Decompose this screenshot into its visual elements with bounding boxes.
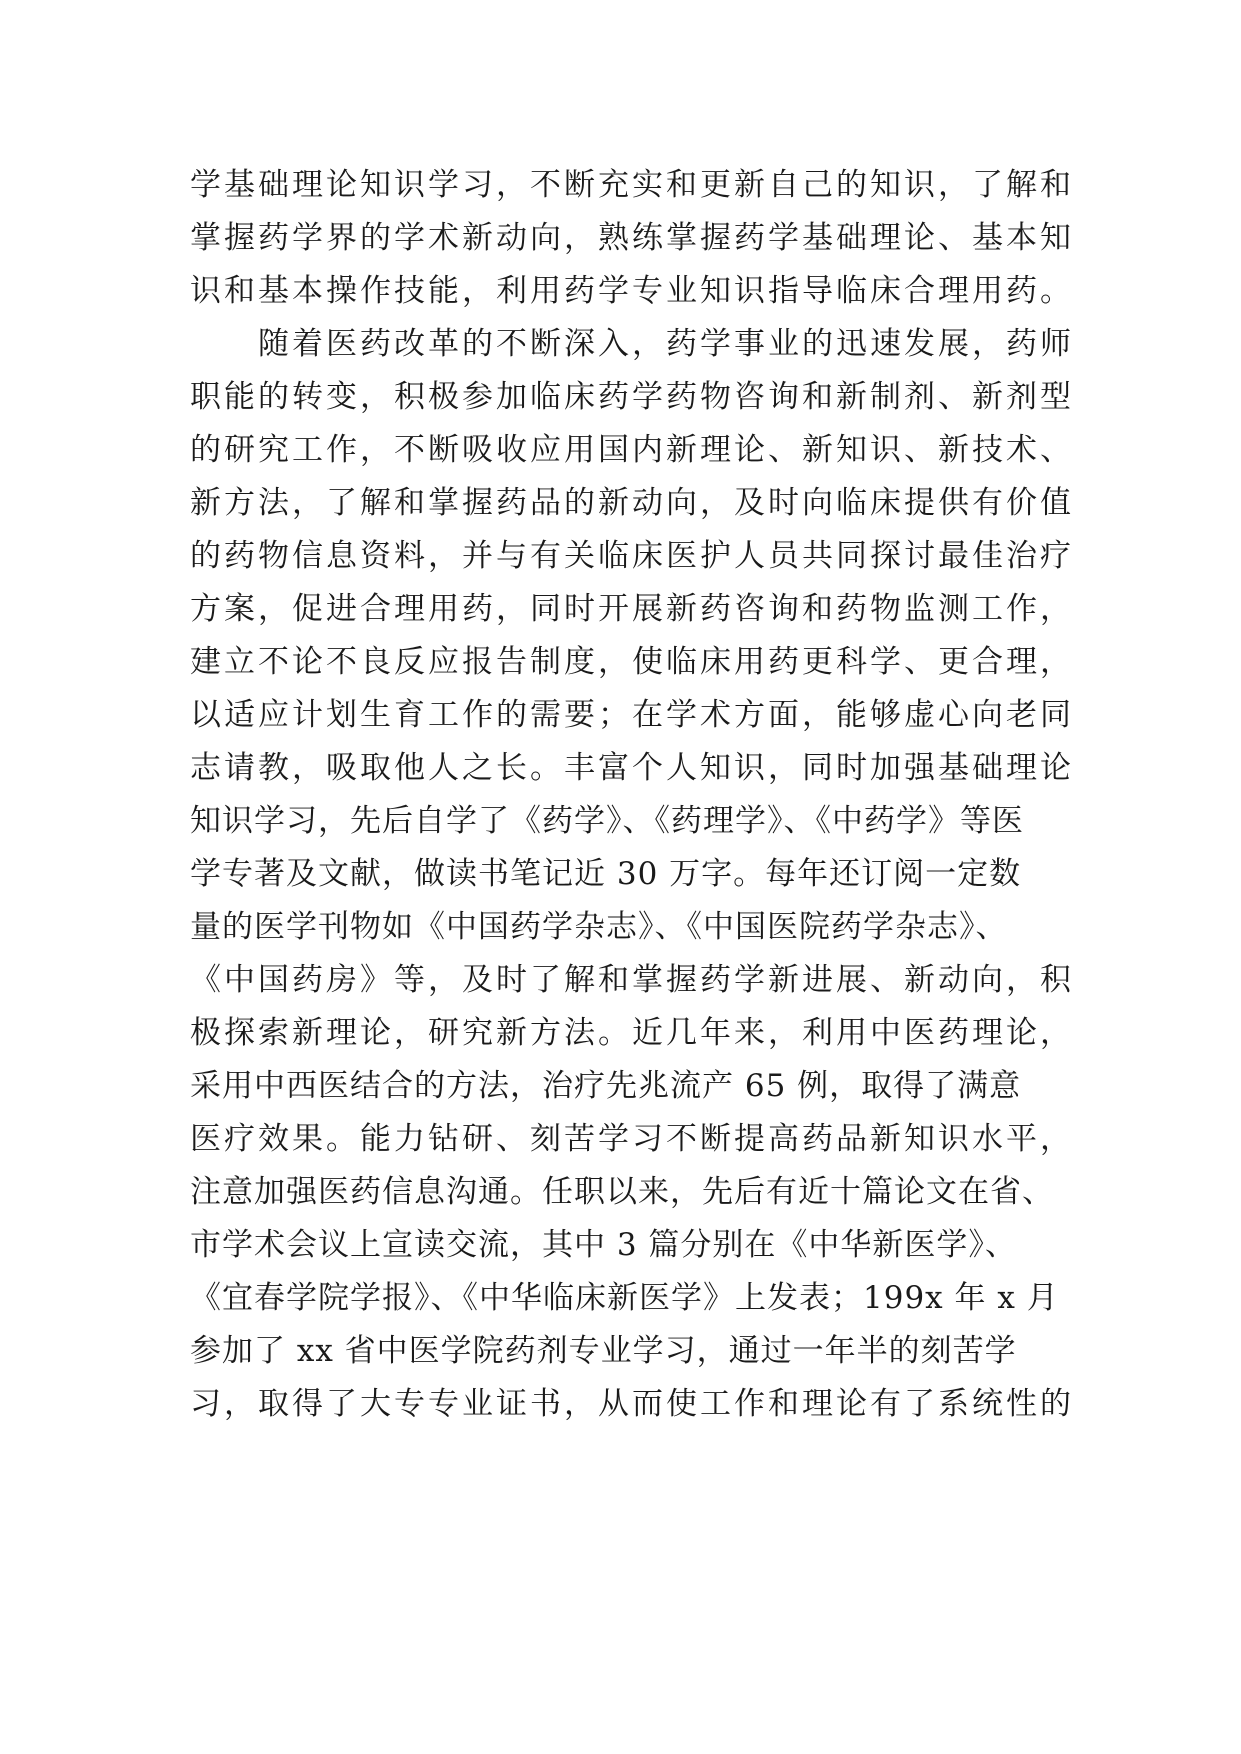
text-line: 注意加强医药信息沟通。任职以来，先后有近十篇论文在省、 — [190, 1174, 1054, 1210]
text-line: 的研究工作，不断吸收应用国内新理论、新知识、新技术、 — [190, 432, 1074, 468]
text-line: 以适应计划生育工作的需要；在学术方面，能够虚心向老同 — [190, 697, 1074, 733]
text-line: 志请教，吸取他人之长。丰富个人知识，同时加强基础理论 — [190, 750, 1074, 786]
body-text — [190, 159, 1074, 1431]
text-line: 《中国药房》等，及时了解和掌握药学新进展、新动向，积 — [190, 962, 1074, 998]
text-line: 掌握药学界的学术新动向，熟练掌握药学基础理论、基本知 — [190, 220, 1074, 256]
text-line: 的药物信息资料，并与有关临床医护人员共同探讨最佳治疗 — [190, 538, 1074, 574]
text-line: 习，取得了大专专业证书，从而使工作和理论有了系统性的 — [190, 1386, 1074, 1422]
text-line: 《宜春学院学报》、《中华临床新医学》上发表；199x 年 x 月 — [190, 1280, 1059, 1316]
text-line: 采用中西医结合的方法，治疗先兆流产 65 例，取得了满意 — [190, 1068, 1022, 1104]
text-line: 建立不论不良反应报告制度，使临床用药更科学、更合理， — [190, 644, 1074, 680]
text-line: 市学术会议上宣读交流，其中 3 篇分别在《中华新医学》、 — [190, 1227, 1017, 1263]
text-line: 量的医学刊物如《中国药学杂志》、《中国医院药学杂志》、 — [190, 909, 1008, 945]
text-line: 学专著及文献，做读书笔记近 30 万字。每年还订阅一定数 — [190, 856, 1022, 892]
paragraph-start-line: 随着医药改革的不断深入，药学事业的迅速发展，药师 — [190, 326, 1074, 362]
text-line: 医疗效果。能力钻研、刻苦学习不断提高药品新知识水平， — [190, 1121, 1074, 1157]
text-line: 方案，促进合理用药，同时开展新药咨询和药物监测工作， — [190, 591, 1074, 627]
text-line: 识和基本操作技能，利用药学专业知识指导临床合理用药。 — [190, 273, 1074, 309]
text-line: 知识学习，先后自学了《药学》、《药理学》、《中药学》等医 — [190, 803, 1024, 839]
text-line: 学基础理论知识学习，不断充实和更新自己的知识，了解和 — [190, 167, 1074, 203]
text-line: 职能的转变，积极参加临床药学药物咨询和新制剂、新剂型 — [190, 379, 1074, 415]
text-line: 极探索新理论，研究新方法。近几年来，利用中医药理论， — [190, 1015, 1074, 1051]
text-line: 新方法，了解和掌握药品的新动向，及时向临床提供有价值 — [190, 485, 1074, 521]
text-line: 参加了 xx 省中医学院药剂专业学习，通过一年半的刻苦学 — [190, 1333, 1017, 1369]
